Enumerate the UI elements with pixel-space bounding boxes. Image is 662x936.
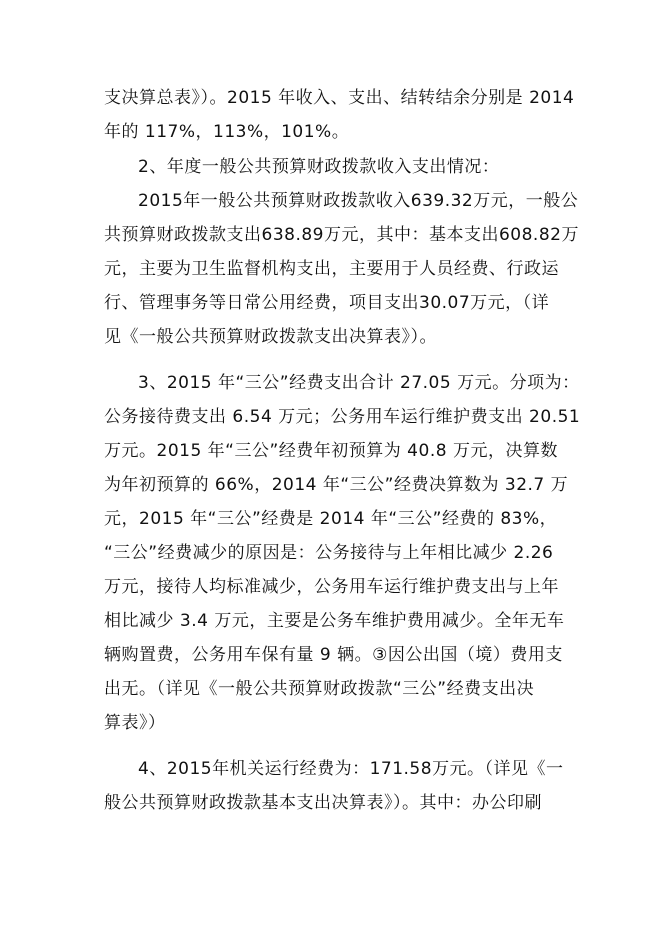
text-line-16: 相比减少 3.4 万元，主要是公务车维护费用减少。全年无车	[104, 611, 565, 631]
text-line-18: 出无。（详见《一般公共预算财政拨款“三公”经费支出决	[104, 679, 535, 699]
text-line-13: 元，2015 年“三公”经费是 2014 年“三公”经费的 83%，	[104, 509, 558, 529]
section-2-heading: 2、年度一般公共预算财政拨款收入支出情况：	[138, 157, 500, 177]
text-line-7: 行、管理事务等日常公用经费，项目支出30.07万元，（详	[104, 293, 550, 313]
section-3-heading: 3、2015 年“三公”经费支出合计 27.05 万元。分项为：	[138, 373, 580, 393]
text-line-14: “三公”经费减少的原因是：公务接待与上年相比减少 2.26	[104, 543, 554, 563]
text-line-21: 般公共预算财政拨款基本支出决算表》）。其中：办公印刷	[104, 793, 542, 813]
text-line-12: 为年初预算的 66%，2014 年“三公”经费决算数为 32.7 万	[104, 475, 569, 495]
text-line-4: 2015年一般公共预算财政拨款收入639.32万元，一般公	[138, 191, 579, 211]
text-line-11: 万元。2015 年“三公”经费年初预算为 40.8 万元，决算数	[104, 441, 558, 461]
text-line-6: 元，主要为卫生监督机构支出，主要用于人员经费、行政运	[104, 259, 559, 279]
text-line-5: 共预算财政拨款支出638.89万元，其中：基本支出608.82万	[104, 225, 579, 245]
text-line-17: 辆购置费，公务用车保有量 9 辆。③因公出国（境）费用支	[104, 645, 563, 665]
text-line-10: 公务接待费支出 6.54 万元；公务用车运行维护费支出 20.51	[104, 407, 581, 427]
text-line-15: 万元，接待人均标准减少，公务用车运行维护费支出与上年	[104, 577, 559, 597]
text-line-2: 年的 117%，113%，101%。	[104, 122, 350, 142]
text-line-8: 见《一般公共预算财政拨款支出决算表》）。	[104, 327, 437, 347]
text-line-1: 支决算总表》）。2015 年收入、支出、结转结余分别是 2014	[104, 88, 575, 108]
section-4-heading: 4、2015年机关运行经费为：171.58万元。（详见《一	[138, 759, 564, 779]
text-line-19: 算表》）	[104, 713, 166, 733]
